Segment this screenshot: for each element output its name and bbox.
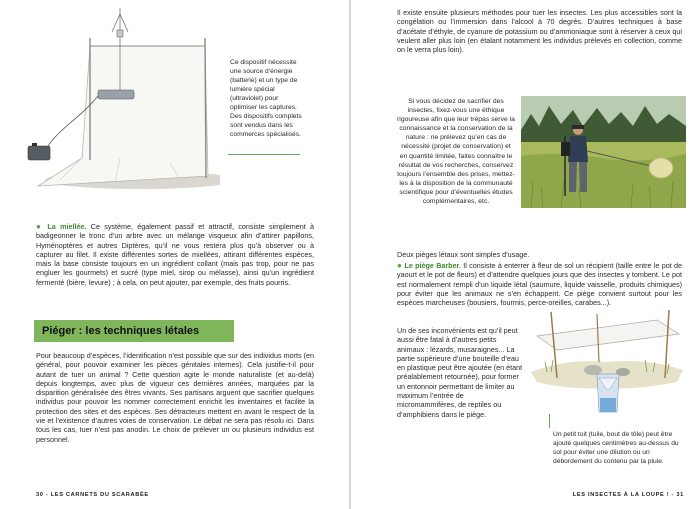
lethal-body-text: Pour beaucoup d’espèces, l’identification n’est possible que sur des individus morts (en général, pour pouvoir examiner les pièces génitales internes). Cela justifie-t-il pour autant de tuer un animal ? Cette question agite le monde naturaliste (et au-delà) depuis longtemps, avec plus de vigueur ces dernières années, marquées par la disparition généralisée des êtres vivants. Ses partisans arguent que sacrifier quelques individus pour pouvoir les nommer correctement enrichit les inventaires et facilite la protection des sites et des espèces. Ses détracteurs mettent en avant le respect de la vie et l’existence d’autres voies de conservation. Le débat ne sera pas résolu ici. Dans tous les cas, tuer n’est pas anodin. Le choix de prélever un ou plusieurs individus est personnel. [36,351,314,444]
barber-paragraph-2: Un de ses inconvénients est qu’il peut aussi être fatal à d’autres petits animaux : lézards, musaraignes... La partie supérieure d’une bouteille d’eau en plastique peut être ajoutée (en étant préalablement retournée), pour former un entonnoir permettant de limiter au maximum l’entrée de micromammifères, de reptiles ou d’amphibiens dans le piège. [397,326,523,419]
intro-paragraph: Il existe ensuite plusieurs méthodes pour tuer les insectes. Les plus accessibles sont la congélation ou l’immersion dans l’alcool à 70 degrés. D’autres techniques à base d’acétate d’éthyle, de cyanure de potassium ou d’ammoniaque sont à réserver à ceux qui veulent aller plus loin (en étalant notamment les individus prélevés en collection, comme on le verra plus loin). [397,8,682,55]
bullet-icon: ● [36,222,44,231]
light-trap-illustration [20,8,220,193]
caption-rule [228,154,300,155]
mielle-text: Ce système, également passif et attractif, consiste simplement à badigeonner le tronc d’un arbre avec un mélange visqueux afin d’attirer papillons, Hyménoptères et autres Diptères, qu’il ne vous restera plus qu’à observer ou à capturer au filet. Il existe différentes sortes de miellées, attirant différentes espèces, mais la base consiste toujours en un ingrédient collant (mais pas trop, pour ne pas engluer les gourmets) et sucré (type miel, sirop ou mélasse), ainsi qu’un ingrédient fermenté (bière, levure) ; à cela, on peut ajouter, par exemple, des fruits pourris. [36,222,314,287]
right-footer: LES INSECTES À LA LOUPE ! - 31 [572,492,684,498]
left-footer: 30 - LES CARNETS DU SCARABÉE [36,492,149,498]
left-page [0,0,349,509]
mielle-paragraph [36,222,314,287]
barber-trap-illustration [527,300,687,420]
barber-label: Le piège Barber. [404,261,461,270]
bullet-icon: ● [397,261,403,270]
barber-caption: Un petit toit (tuile, bout de tôle) peut être ajouté quelques centimètres au-dessus du sol pour éviter une dilution ou un débordement du contenu par la pluie. [553,431,679,465]
mielle-label: La miellée. [47,222,87,231]
light-trap-caption: Ce dispositif nécessite une source d’énergie (batterie) et un type de lumière spécial (ultraviolet) pour optimiser les captures. Des dispositifs complets sont vendus dans les commerces spécialisés. [230,59,302,138]
caption-rule-vertical [549,414,550,428]
ethics-box-text: Si vous décidez de sacrifier des insectes, fixez-vous une éthique rigoureuse afin que leur trépas serve la connaissance et la conservation de la nature : ne prélevez qu’en cas de nécessité (projet de conservation) et en quantité limitée, faites connaître le résultat de vos recherches, conservez toujours l’ensemble des prises, mettez-les à la disposition de la communauté scientifique pour d’éventuelles études complémentaires, etc. [397,98,515,206]
collector-photo [521,96,686,208]
right-page [351,0,700,509]
barber-text-1: Il consiste à enterrer à fleur de sol un récipient (taille entre le pot de yaourt et le pot de fleurs) et d’attendre quelques jours que des insectes y tombent. Le pot est normalement rempli d’un liquide létal (saumure, liquide vaisselle, produits chimiques) pour éviter que les animaux ne s’en échappent. Ce piège convient surtout pour les espèces marcheuses (bousiers, fourmis, perce-oreilles, carabes...). [397,261,682,308]
two-traps-text: Deux pièges létaux sont simples d’usage. [397,250,530,259]
section-title: Piéger : les techniques létales [34,320,234,342]
